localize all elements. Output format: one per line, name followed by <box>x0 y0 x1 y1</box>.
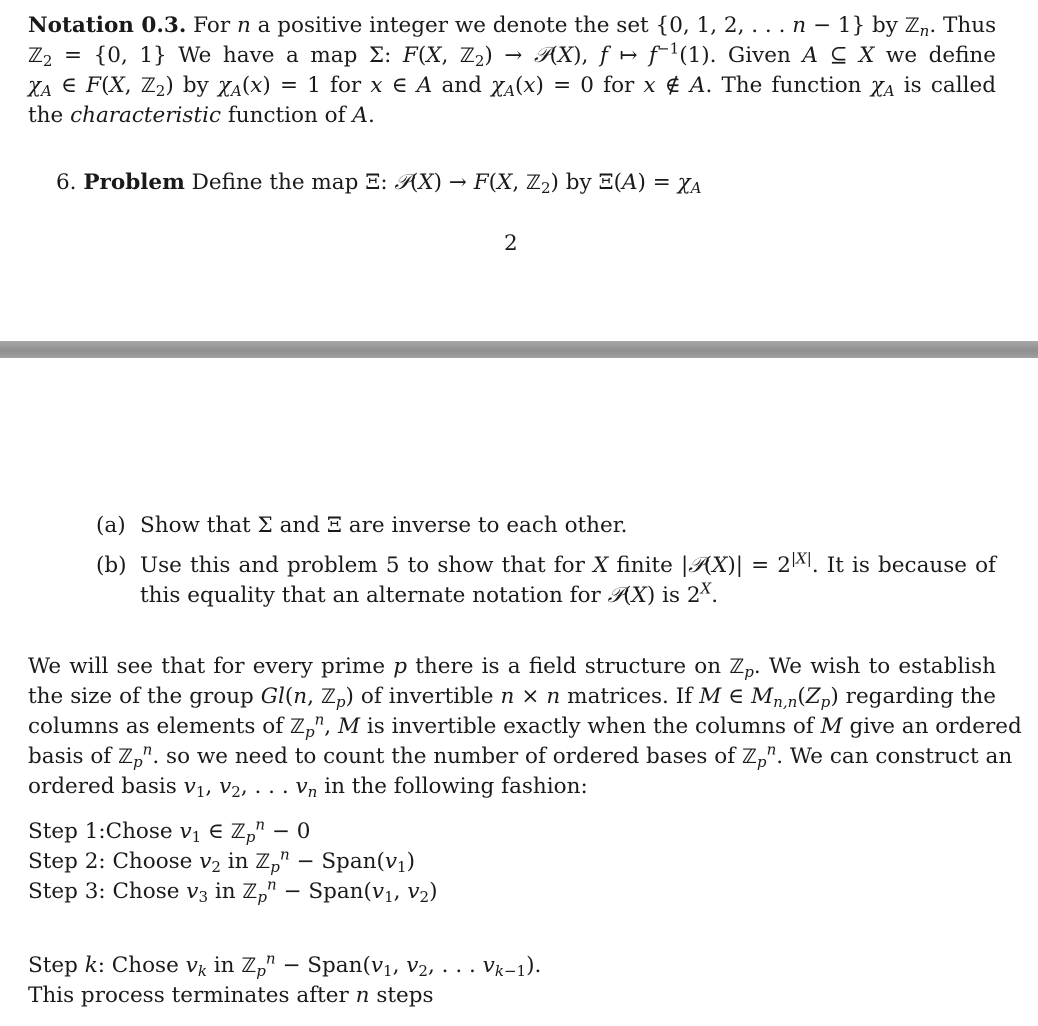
notation-line-2: ℤ$_2$ = {0, 1} We have a map Σ: F(X, ℤ$_2$) → 𝒫(X), f ↦ $f^{-1}(1)$. Given A ⊆ X we define <box>28 39 996 70</box>
notation-line-1: Notation 0.3. For n a positive integer we denote the set {0, 1, 2, . . . n − 1} by ℤ$_n$. Thus <box>28 13 997 40</box>
paragraph-line-1: We will see that for every prime p there is a field structure on ℤ$_p$. We wish to establish <box>28 654 996 681</box>
notation-line-3: $\chi_A$ ∈ F(X, ℤ$_2$) by $\chi_A(x) = 1$ for x ∈ A and $\chi_A(x) = 0$ for x ∉ A. The function $\chi_A$ is called <box>28 73 996 100</box>
step-1: Step 1:Chose $v_1$ ∈ ℤ$_p^n$ − 0 <box>28 815 311 846</box>
paragraph-line-2: the size of the group Gl(n, ℤ$_p$) of invertible n × n matrices. If M ∈ $M_{n,n}(Z_p)$ regarding the <box>28 684 996 711</box>
problem-label: Problem <box>83 170 185 195</box>
notation-heading: Notation 0.3. <box>28 13 187 38</box>
page-divider <box>0 341 1038 358</box>
problem-number: 6. <box>56 170 77 195</box>
page-number: 2 <box>504 231 518 256</box>
page-bottom <box>0 358 1038 1026</box>
item-a-text: Show that Σ and Ξ are inverse to each other. <box>140 513 628 538</box>
item-b-text: Use this and problem 5 to show that for X finite |𝒫(X)| = $2^{|X|}$. It is because of this equality that an alternate notation for 𝒫(X) is $2^X$. <box>140 549 996 608</box>
step-2: Step 2: Choose $v_2$ in ℤ$_p^n$ − $Span(v_1)$ <box>28 845 415 876</box>
problem-6: 6. Problem Define the map Ξ: 𝒫(X) → F(X, ℤ$_2$) by $\Xi(A) = \chi_A$ <box>56 170 702 197</box>
main-paragraph <box>28 652 1022 802</box>
notation-block <box>28 11 996 131</box>
steps-list-continued <box>28 951 541 1011</box>
item-a-label: (a) <box>96 513 126 538</box>
step-k: Step k: Chose $v_k$ in ℤ$_p^n$ − $Span(v_1$, $v_2$, . . . $v_{k-1}$). <box>28 949 542 980</box>
process-termination: This process terminates after n steps <box>28 983 434 1008</box>
step-3: Step 3: Chose $v_3$ in ℤ$_p^n$ − $Span(v_1$, $v_2$) <box>28 875 438 906</box>
notation-term: characteristic <box>70 103 222 128</box>
item-b <box>96 551 996 611</box>
paragraph-line-3: columns as elements of ℤ$_p^n$, M is invertible exactly when the columns of M give an ordered <box>28 710 1022 741</box>
page-top <box>0 0 1038 340</box>
item-b-label: (b) <box>96 553 127 578</box>
paragraph-line-5: ordered basis $v_1$, $v_2$, . . . $v_n$ in the following fashion: <box>28 774 588 801</box>
notation-line-4: the characteristic function of A. <box>28 103 375 128</box>
steps-list <box>28 817 437 907</box>
notation-line4-pre: the <box>28 103 64 128</box>
paragraph-line-4: basis of ℤ$_p^n$. so we need to count the number of ordered bases of ℤ$_p^n$. We can construct an <box>28 740 1013 771</box>
